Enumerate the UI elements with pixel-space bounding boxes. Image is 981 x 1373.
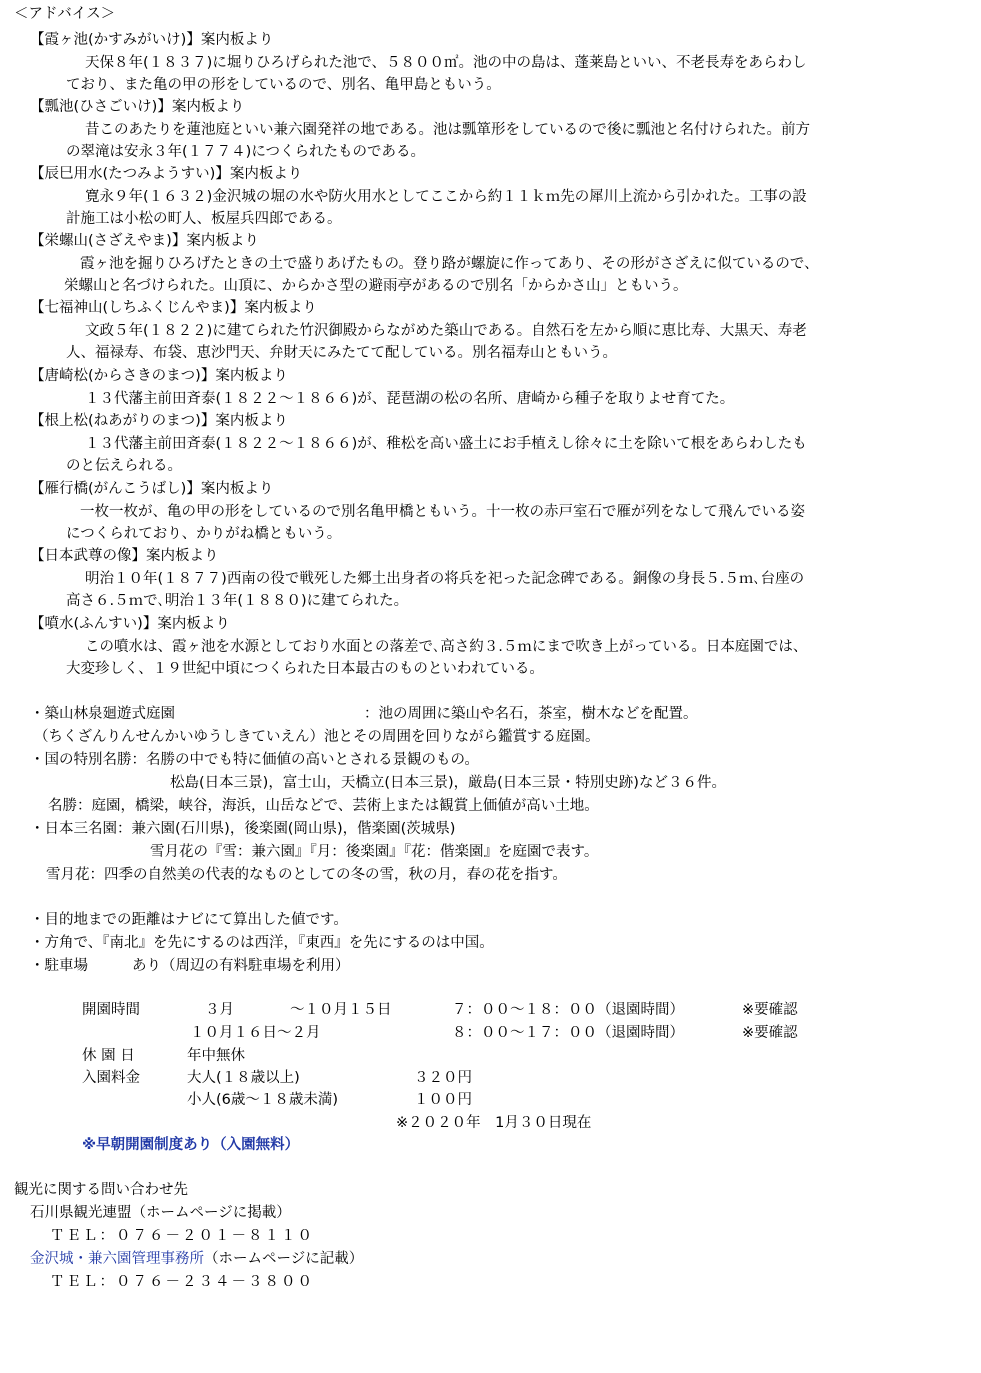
note-meisho-3: 名勝：庭園，橋梁，峡谷，海浜，山岳などで、芸術上または観賞上価値が高い土地。 [48, 798, 599, 814]
advice-line: 天保８年(１８３７)に堀りひろげられた池で、５８００㎡。池の中の島は、蓬莱島といい、不老長寿をあらわし [85, 55, 807, 71]
advice-line: 一枚一枚が、亀の甲の形をしているので別名亀甲橋ともいう。十一枚の赤戸室石で雁が列をなして飛んでいる姿 [80, 504, 805, 520]
as-of-date: ※２０２０年 1月３０日現在 [396, 1115, 592, 1131]
hours-row2-time: ８：００～１７：００（退園時間） [452, 1025, 684, 1041]
fee-child-price: １００円 [414, 1092, 472, 1108]
fee-adult-price: ３２０円 [414, 1070, 472, 1086]
contact-org2 [30, 1249, 363, 1269]
advice-line: につくられており、かりがね橋ともいう。 [66, 526, 342, 542]
advice-line: この噴水は、霞ヶ池を水源としており水面との落差で､高さ約３.５ｍにまで吹き上がっている。日本庭園では、 [85, 639, 808, 655]
advice-title-hisagoike: 【瓢池(ひさごいけ)】案内板より [30, 99, 245, 115]
advice-line: １３代藩主前田斉泰(１８２２～１８６６)が、琵琶湖の松の名所、唐崎から種子を取りよせ育てた。 [85, 391, 735, 407]
advice-line: の翠滝は安永３年(１７７４)につくられたものである。 [66, 144, 426, 160]
note-sanmeien-3: 雪月花：四季の自然美の代表的なものとしての冬の雪，秋の月，春の花を指す。 [46, 867, 567, 883]
advice-line: 寛永９年(１６３２)金沢城の堀の水や防火用水としてここから約１１ｋｍ先の犀川上流から引かれた。工事の設 [85, 189, 807, 205]
early-opening-note: ※早朝開園制度あり（入園無料） [82, 1137, 300, 1153]
parking-label: ・駐車場 [30, 958, 88, 974]
note-tsukiyama-term: ・築山林泉廻遊式庭園 [30, 706, 175, 722]
hours-row1-time: ７：００～１８：００（退園時間） [452, 1002, 684, 1018]
note-meisho-1: ・国の特別名勝：名勝の中でも特に価値の高いとされる景観のもの。 [30, 752, 479, 768]
advice-line: 大変珍しく、１９世紀中頃につくられた日本最古のものといわれている。 [66, 661, 544, 677]
advice-heading: ＜アドバイス＞ [14, 6, 116, 22]
advice-title-funsui: 【噴水(ふんすい)】案内板より [30, 616, 230, 632]
parking-value: あり（周辺の有料駐車場を利用） [132, 958, 350, 974]
advice-line: のと伝えられる。 [66, 458, 182, 474]
advice-line: 昔このあたりを蓮池庭といい兼六園発祥の地である。池は瓢箪形をしているので後に瓢池と名付けられた。前方 [85, 122, 810, 138]
hours-row2-period: １０月１６日～２月 [190, 1025, 321, 1041]
advice-line: 計施工は小松の町人、板屋兵四郎である。 [66, 211, 342, 227]
advice-line: 栄螺山と名づけられた。山頂に、からかさ型の避雨亭があるので別名「からかさ山」ともいう。 [64, 278, 688, 294]
note-tsukiyama-reading: （ちくざんりんせんかいゆうしきていえん）池とその周囲を回りながら鑑賞する庭園。 [34, 729, 600, 745]
advice-title-gankobashi: 【雁行橋(がんこうばし)】案内板より [30, 481, 274, 497]
advice-line: 霞ヶ池を掘りひろげたときの土で盛りあげたもの。登り路が螺旋に作ってあり、その形がさざえに似ているので、 [80, 256, 819, 272]
advice-title-yamatotakeru: 【日本武尊の像】案内板より [30, 548, 219, 564]
note-tsukiyama-desc: ：池の周囲に築山や名石，茶室，樹木などを配置。 [364, 706, 698, 722]
advice-line: ており、また亀の甲の形をしているので、別名、亀甲島ともいう。 [66, 77, 501, 93]
fee-child: 小人(6歳～１８歳未満) [187, 1092, 339, 1108]
advice-line: 高さ６.５ｍで､明治１３年(１８８０)に建てられた。 [66, 593, 409, 609]
advice-line: １３代藩主前田斉泰(１８２２～１８６６)が、稚松を高い盛土にお手植えし徐々に土を除いて根をあらわしたも [85, 436, 807, 452]
hours-row2-note: ※要確認 [742, 1025, 798, 1041]
closed-value: 年中無休 [187, 1048, 245, 1064]
hours-label: 開園時間 [82, 1002, 140, 1018]
contact-heading: 観光に関する問い合わせ先 [14, 1182, 188, 1198]
note-sanmeien-2: 雪月花の『雪：兼六園』『月：後楽園』『花：偕楽園』を庭園で表す。 [150, 844, 599, 860]
advice-title-shichifukujin: 【七福神山(しちふくじんやま)】案内板より [30, 300, 317, 316]
contact-tel2: ＴＥＬ：０７６－２３４－３８００ [50, 1274, 314, 1290]
contact-org2-note: （ホームページに記載） [204, 1251, 364, 1267]
closed-label: 休 園 日 [82, 1048, 135, 1064]
note-direction: ・方角で、『南北』を先にするのは西洋，『東西』を先にするのは中国。 [30, 935, 494, 951]
hours-row1-note: ※要確認 [742, 1002, 798, 1018]
advice-title-neagari: 【根上松(ねあがりのまつ)】案内板より [30, 413, 288, 429]
fee-label: 入園料金 [82, 1070, 140, 1086]
advice-title-sazaeyama: 【栄螺山(さざえやま)】案内板より [30, 233, 259, 249]
hours-row1-from: ３月 [205, 1002, 234, 1018]
advice-line: 文政５年(１８２２)に建てられた竹沢御殿からながめた築山である。自然石を左から順に恵比寿、大黒天、寿老 [85, 323, 807, 339]
advice-title-karasaki: 【唐崎松(からさきのまつ)】案内板より [30, 368, 288, 384]
advice-title-kasumigaike: 【霞ヶ池(かすみがいけ)】案内板より [30, 32, 274, 48]
advice-line: 人、福禄寿、布袋、恵沙門天、弁財天にみたてて配している。別名福寿山ともいう。 [66, 345, 617, 361]
note-meisho-2: 松島(日本三景)，富士山，天橋立(日本三景)，厳島(日本三景・特別史跡)など３６件。 [170, 775, 726, 791]
hours-row1-to: ～１０月１５日 [290, 1002, 392, 1018]
advice-title-tatsumi: 【辰巳用水(たつみようすい)】案内板より [30, 166, 303, 182]
kanazawa-office-link[interactable]: 金沢城・兼六園管理事務所 [30, 1251, 204, 1267]
contact-org1: 石川県観光連盟（ホームページに掲載） [30, 1205, 291, 1221]
fee-adult: 大人(１８歳以上) [187, 1070, 300, 1086]
note-sanmeien-1: ・日本三名園：兼六園(石川県)，後楽園(岡山県)，偕楽園(茨城県) [30, 821, 456, 837]
note-distance: ・目的地までの距離はナビにて算出した値です。 [30, 912, 348, 928]
contact-tel1: ＴＥＬ：０７６－２０１－８１１０ [50, 1228, 314, 1244]
advice-line: 明治１０年(１８７７)西南の役で戦死した郷土出身者の将兵を祀った記念碑である。銅像の身長５.５ｍ､台座の [85, 571, 805, 587]
